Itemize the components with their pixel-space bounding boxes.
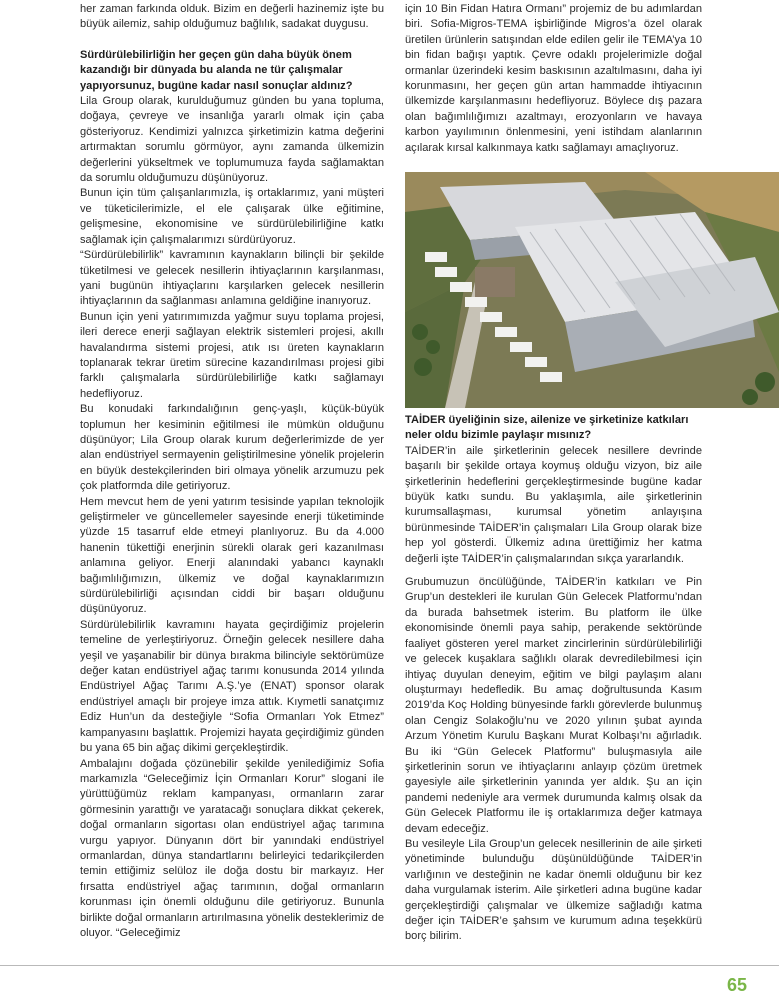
left-paragraph: Sürdürülebilirlik kavramını hayata geçirdiğimiz projelerin temeline de yerleştiriyoruz. Örneğin gelecek nesillere daha yeşil ve yaşanabilir bir dünya bırakma bilinciyle sektörümüze değer katan endüstriyel ağaç tarımı konusunda 2014 yılında Endüstriyel Ağaç Tarımı A.Ş.’ye (ENAT) sponsor olarak endüstriyel amaçlı bir projeye imza attık. Kıymetli sanatçımız Ediz Hun’un da desteğiyle “Sofia Ormanları Yok Etmez” kampanyasını başlattık. Projemizi hayata geçirdiğimiz günden bu yana 65 bin ağaç dikimi gerçekleştirdik.	[80, 618, 384, 755]
footer-rule	[0, 965, 779, 966]
right-paragraph: TAİDER’in aile şirketlerinin gelecek nesillere devrinde başarılı bir şekilde ortaya koymuş olduğu vizyon, biz aile şirketlerinin hedeflerini gerçekleştirmesinde bugüne kadar büyük katkı sundu. Bu yaklaşımla, aile şirketlerinin kurumsallaşması, kurumsal yönetim anlayışına bürünmesinde TAİDER’in çalışmaları Lila Group olarak bize hep yol gösterdi. Ülkemiz adına ürettiğimiz her katma değerli işte TAİDER’in çalışmalarından sıkça yararlandık.	[405, 444, 702, 565]
left-column	[80, 2, 384, 941]
left-paragraph: “Sürdürülebilirlik” kavramının kaynakların bilinçli bir şekilde tüketilmesi ve gelecek nesillerin ihtiyaçlarının karşılanması, yani bugünün ihtiyaçlarını karşılarken gelecek nesillerin ihtiyaçlarının da sağlanması anlamına geldiğine inanıyoruz.	[80, 249, 384, 308]
right-column-top	[405, 2, 702, 156]
right-paragraph: Grubumuzun öncülüğünde, TAİDER’in katkıları ve Pin Grup’un destekleri ile kurulan Gün Gelecek Platformu’ndan da burada bahsetmek isterim. Bu platform ile ülke ekonomisinde önemli paya sahip, perakende sektöründe faaliyet gösteren yerel market zincirlerinin sürdürülebilirliği ve gelecek kuşaklara sağlıklı olarak devredilebilmesi için ihtiyaç duyulan deneyim, eğitim ve bilgi paylaşım alanı oluşturmayı hedefledik. Bu amaç doğrultusunda Kasım 2019’da Koç Holding bünyesinde farklı görevlerde bulunmuş olan Cengiz Solakoğlu’nu ve 2020 yılının şubat ayında Arzum Yönetim Kurulu Başkanı Murat Kolbaşı’nı ağırladık. Bu iki “Gün Gelecek Platformu” buluşmasıyla aile şirketlerinin sorun ve ihtiyaçlarını anlayıp çözüm üretmek gayesiyle aile şirketlerinin yanında yer aldık. Şu an için pandemi nedeniyle ara vermek durumunda kalmış olsak da Gün Gelecek Platformu ile iş ortaklarımıza değer katmaya devam edeceğiz.	[405, 576, 702, 835]
left-paragraph: Bunun için yeni yatırımımızda yağmur suyu toplama projesi, ileri derece enerji sağlayan elektrik sistemleri projesi, akıllı havalandırma sistemi projesi, atık ısı üreten kaynakların toplanarak tekrar üretim sürecine kazandırılması projesi gibi farklı çalışmalarla sürdürülebilirliğe katkı sağlamayı hedefliyoruz.	[80, 310, 384, 400]
right-paragraph: Bu vesileyle Lila Group’un gelecek nesillerinin de aile şirketi yönetiminde bulunduğu düşünüldüğünde TAİDER’in varlığının ve desteğinin ne kadar önemli olduğunu bir kez daha vurgulamak isterim. Aile şirketleri adına bugüne kadar gerçekleştirdiği çalışmalar ve ülkemize sağladığı katma değer için TAİDER’e şahsım ve kurumum adına teşekkürü borç bilirim.	[405, 837, 702, 943]
left-paragraph: Lila Group olarak, kurulduğumuz günden bu yana topluma, doğaya, çevreye ve insanlığa yararlı olmak için çaba gösteriyoruz. Kendimizi yalnızca şirketimizin katma değerini artırmaktan sorumlu görmüyor, aynı zamanda ülkemizin değerlerini yükseltmek ve toplumumuza fayda sağlamaktan da sorumlu olduğumuzu düşünüyoruz.	[80, 95, 384, 185]
intro-paragraph: her zaman farkında olduk. Bizim en değerli hazinemiz işte bu büyük ailemiz, sahip olduğumuz bağlılık, sadakat duygusu.	[80, 3, 384, 31]
right-paragraph: için 10 Bin Fidan Hatıra Ormanı” projemiz de bu adımlardan biri. Sofia-Migros-TEMA işbirliğinde Migros’a özel olarak üretilen ürünlerin satışından elde edilen gelir ile TEMA’ya 10 bin fidan bağışı yaptık. Çevre odaklı projelerimizle doğal ormanlar üzerindeki kesim baskısının azaltılmasını, daha iyi korunmasını, her geçen gün artan hammadde ihtiyacının ülkemizde karşılanmasını hedefliyoruz. Böylece dış pazara olan bağımlılığımızı azaltmayı, erozyonların ve havaya karbon yayılımının önlenmesini, yeni istihdam alanlarının açılarak kırsal kalkınmaya katkı sağlamayı amaçlıyoruz.	[405, 3, 702, 154]
left-paragraph: Hem mevcut hem de yeni yatırım tesisinde yapılan teknolojik geliştirmeler ve güncellemeler sayesinde enerji tüketiminde yüzde 15 tasarruf elde etmeyi planlıyoruz. Bu da 4.000 hanenin tükettiği enerjinin sürekli olarak geri kazanılması anlamına geliyor. Enerji alanındaki yabancı kaynaklı bağımlılığımızın, ülkemiz ve doğal kaynaklarımızın sürdürülebilirliği açısından ciddi bir başarı olduğunu düşünüyoruz.	[80, 495, 384, 616]
left-paragraph: Bu konudaki farkındalığının genç-yaşlı, küçük-büyük toplumun her kesiminin eğitilmesi ile mümkün olduğunu düşünüyor; Lila Group olarak kurum değerlerimizde de yer alan endüstriyel sermayenin geliştirilmesine yönelik projelerin en büyük destekçilerinden biri olmaya yönelik arzumuzu pek çok platformda dile getiriyoruz.	[80, 403, 384, 493]
page-number: 65	[726, 975, 747, 995]
sustainability-question-heading: Sürdürülebilirliğin her geçen gün daha büyük önem kazandığı bir dünyada bu alanda ne tür çalışmalar yapıyorsunuz, bugüne kadar nasıl sonuçlar aldınız?	[80, 48, 353, 92]
left-paragraph: Ambalajını doğada çözünebilir şekilde yenilediğimiz Sofia markamızla “Geleceğimiz İçin Ormanları Korur” slogani ile yürüttüğümüz reklam kampanyası, ormanların zarar görmesinin yarattığı ve yaratacağı sonuçlara dikkat çekerek, doğal ormanların sigortası olan endüstriyel ağaç tarımına vurgu yapıyor. Dünyanın dört bir yanındaki endüstriyel ormanlardan, dünya standartlarını belirleyici tedarikçilerden temin ettiğimiz selüloz ile doğa dostu bir markayız. Her fırsatta endüstriyel ağaç tarımının, doğal ormanların korunması için önemli olduğunu dile getiriyoruz. Bununla birlikte doğal ormanların artırılmasına yönelik desteklerimiz de oluyor. “Geleceğimiz	[80, 757, 384, 939]
factory-aerial-photo	[405, 172, 779, 408]
right-column-bottom	[405, 413, 702, 945]
taider-question-heading: TAİDER üyeliğinin size, ailenize ve şirketinize katkıları neler oldu bizimle paylaşır mısınız?	[405, 414, 689, 442]
factory-aerial-illustration	[405, 172, 779, 408]
left-paragraph: Bunun için tüm çalışanlarımızla, iş ortaklarımız, yani müşteri ve tüketicilerimizle, el ele çalışarak ülke eğitimine, gelişmesine, ekonomisine ve sürdürülebilirliğine katkı sağlamak için çalışmalarımızı sürdürüyoruz.	[80, 187, 384, 246]
